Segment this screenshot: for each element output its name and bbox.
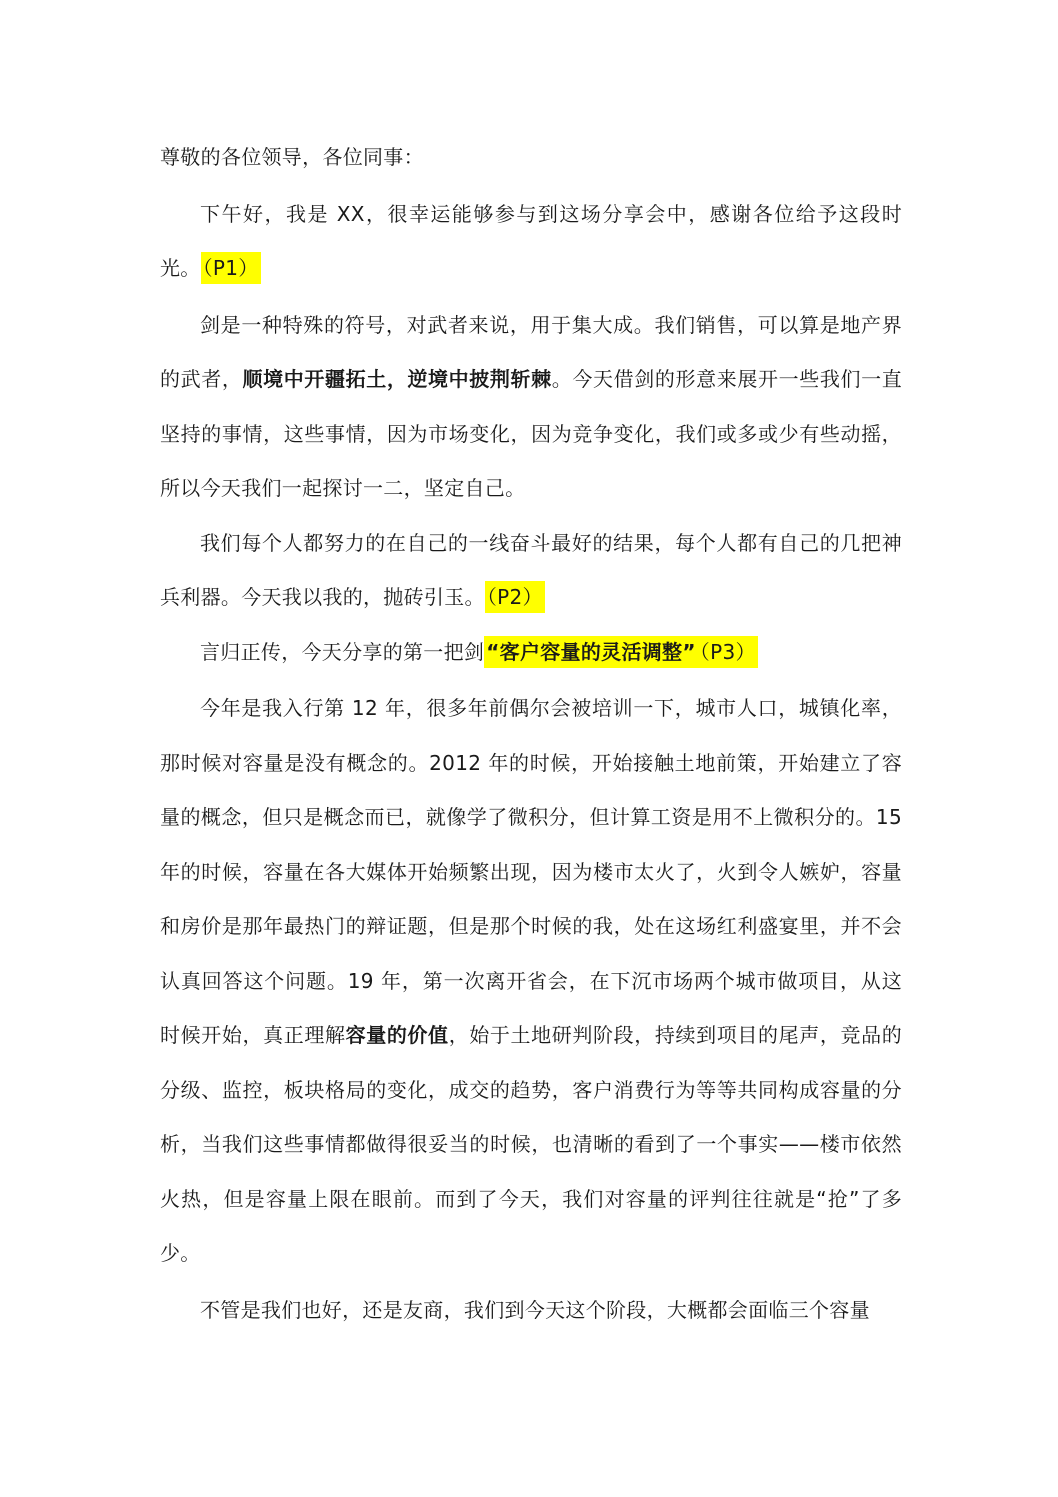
paragraph-weapons xyxy=(160,516,902,625)
paragraph-capacity-bold: 容量的价值 xyxy=(345,1023,449,1047)
paragraph-sword-bold: 顺境中开疆拓土，逆境中披荆斩棘 xyxy=(242,367,552,391)
paragraph-sword-symbol xyxy=(160,298,902,516)
salutation: 尊敬的各位领导，各位同事： xyxy=(160,145,424,169)
paragraph-first-sword xyxy=(160,625,902,680)
paragraph-weapons-text: 我们每个人都努力的在自己的一线奋斗最好的结果，每个人都有自己的几把神兵利器。今天我以我的，抛砖引玉。 xyxy=(160,530,902,609)
document-body xyxy=(160,130,902,1337)
paragraph-three-capacities xyxy=(160,1283,902,1338)
paragraph-capacity-text-1: 今年是我入行第 12 年，很多年前偶尔会被培训一下，城市人口，城镇化率，那时候对容量是没有概念的。2012 年的时候，开始接触土地前策，开始建立了容量的概念，但只是概念而已，就像学了微积分，但计算工资是用不上微积分的。15 年的时候，容量在各大媒体开始频繁出现，因为楼市太火了，火到令人嫉妒，容量和房价是那年最热门的辩证题，但是那个时候的我，处在这场红利盛宴里，并不会认真回答这个问题。19 年，第一次离开省会，在下沉市场两个城市做项目，从这时候开始，真正理解 xyxy=(160,696,902,1047)
slide-marker-p3: （P3） xyxy=(698,636,758,668)
paragraph-capacity-text-2: ，始于土地研判阶段，持续到项目的尾声，竞品的分级、监控，板块格局的变化，成交的趋势，客户消费行为等等共同构成容量的分析，当我们这些事情都做得很妥当的时候，也清晰的看到了一个事实——楼市依然火热，但是容量上限在眼前。而到了今天，我们对容量的评判往往就是“抢”了多少。 xyxy=(160,1023,902,1265)
paragraph-sword-text-2: 。今天借剑的形意来展开一些我们一直坚持的事情，这些事情，因为市场变化，因为竞争变化，我们或多或少有些动摇，所以今天我们一起探讨一二，坚定自己。 xyxy=(160,367,902,500)
paragraph-sword-text-1: 剑是一种特殊的符号，对武者来说，用于集大成。我们销售，可以算是地产界的武者， xyxy=(160,312,902,391)
paragraph-first-sword-text: 言归正传，今天分享的第一把剑 xyxy=(200,639,485,664)
paragraph-first-sword-bold: “客户容量的灵活调整” xyxy=(484,636,698,668)
paragraph-greeting-text: 下午好，我是 XX，很幸运能够参与到这场分享会中，感谢各位给予这段时光。 xyxy=(160,201,902,280)
paragraph-three-capacities-text: 不管是我们也好，还是友商，我们到今天这个阶段，大概都会面临三个容量 xyxy=(200,1297,870,1322)
slide-marker-p2: （P2） xyxy=(485,581,545,613)
paragraph-capacity-history xyxy=(160,681,902,1281)
paragraph-greeting xyxy=(160,187,902,296)
slide-marker-p1: （P1） xyxy=(201,252,261,284)
